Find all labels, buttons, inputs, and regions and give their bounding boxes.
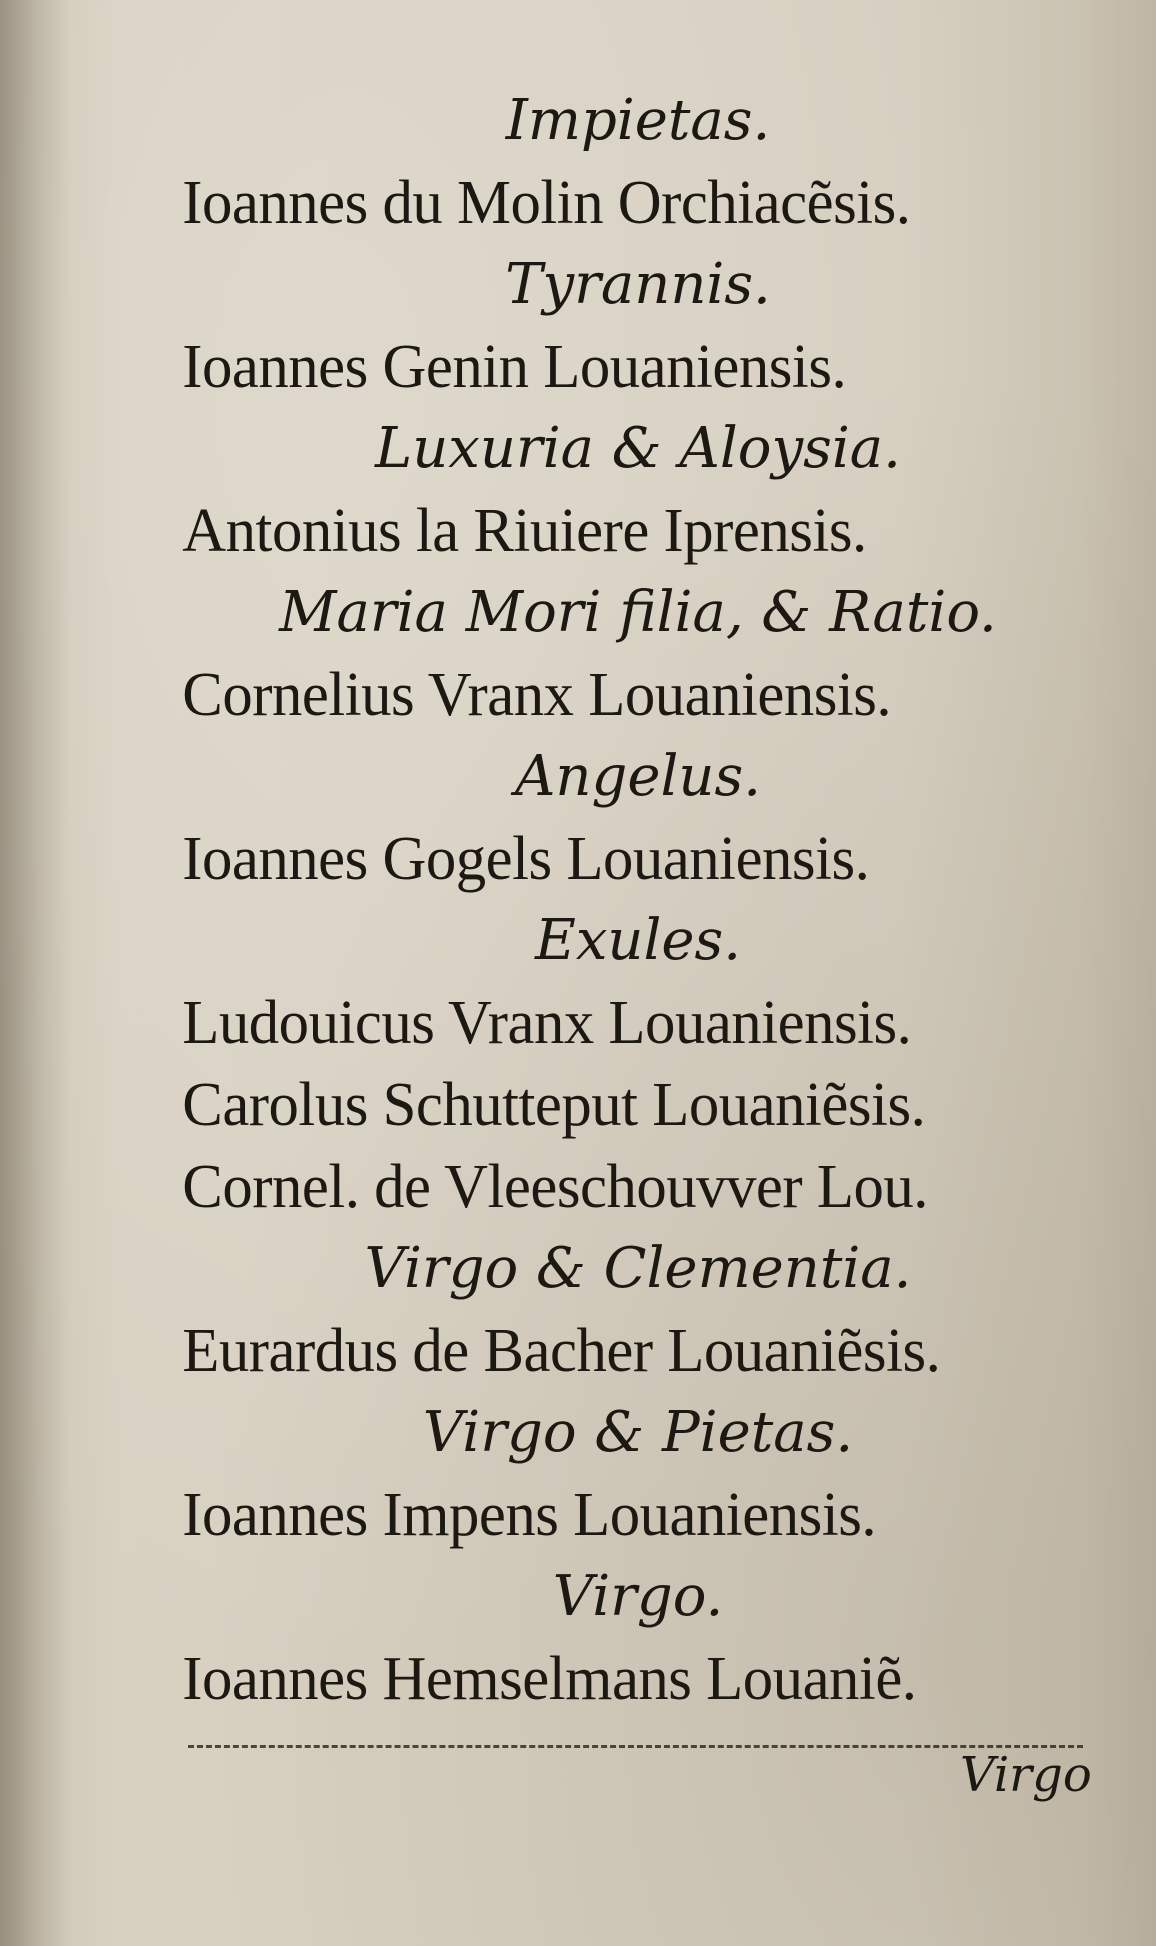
catchword: Virgo xyxy=(960,1747,1092,1803)
role-line: Maria Mori filia, & Ratio. xyxy=(279,580,997,645)
actor-line: Ioannes Hemselmans Louaniẽ. xyxy=(182,1645,917,1713)
actor-line: Cornelius Vranx Louaniensis. xyxy=(182,661,892,729)
actor-line: Ioannes Impens Louaniensis. xyxy=(182,1481,877,1549)
actor-line: Ioannes du Molin Orchiacẽsis. xyxy=(182,169,911,237)
role-line: Virgo & Pietas. xyxy=(422,1400,854,1465)
actor-line: Ioannes Gogels Louaniensis. xyxy=(182,825,870,893)
role-line: Virgo & Clementia. xyxy=(364,1236,912,1301)
actor-line: Antonius la Riuiere Iprensis. xyxy=(182,497,867,565)
role-line: Impietas. xyxy=(505,88,771,153)
actor-line: Cornel. de Vleeschouvver Lou. xyxy=(182,1153,928,1221)
actor-line: Ioannes Genin Louaniensis. xyxy=(182,333,847,401)
actor-line: Carolus Schutteput Louaniẽsis. xyxy=(182,1071,926,1139)
role-line: Exules. xyxy=(534,908,742,973)
role-line: Angelus. xyxy=(514,744,761,809)
actor-line: Eurardus de Bacher Louaniẽsis. xyxy=(182,1317,941,1385)
role-line: Virgo. xyxy=(552,1564,724,1629)
role-line: Luxuria & Aloysia. xyxy=(375,416,901,481)
role-line: Tyrannis. xyxy=(505,252,771,317)
actor-line: Ludouicus Vranx Louaniensis. xyxy=(182,989,912,1057)
cast-list xyxy=(0,80,1156,1720)
rule-line xyxy=(188,1745,1083,1748)
